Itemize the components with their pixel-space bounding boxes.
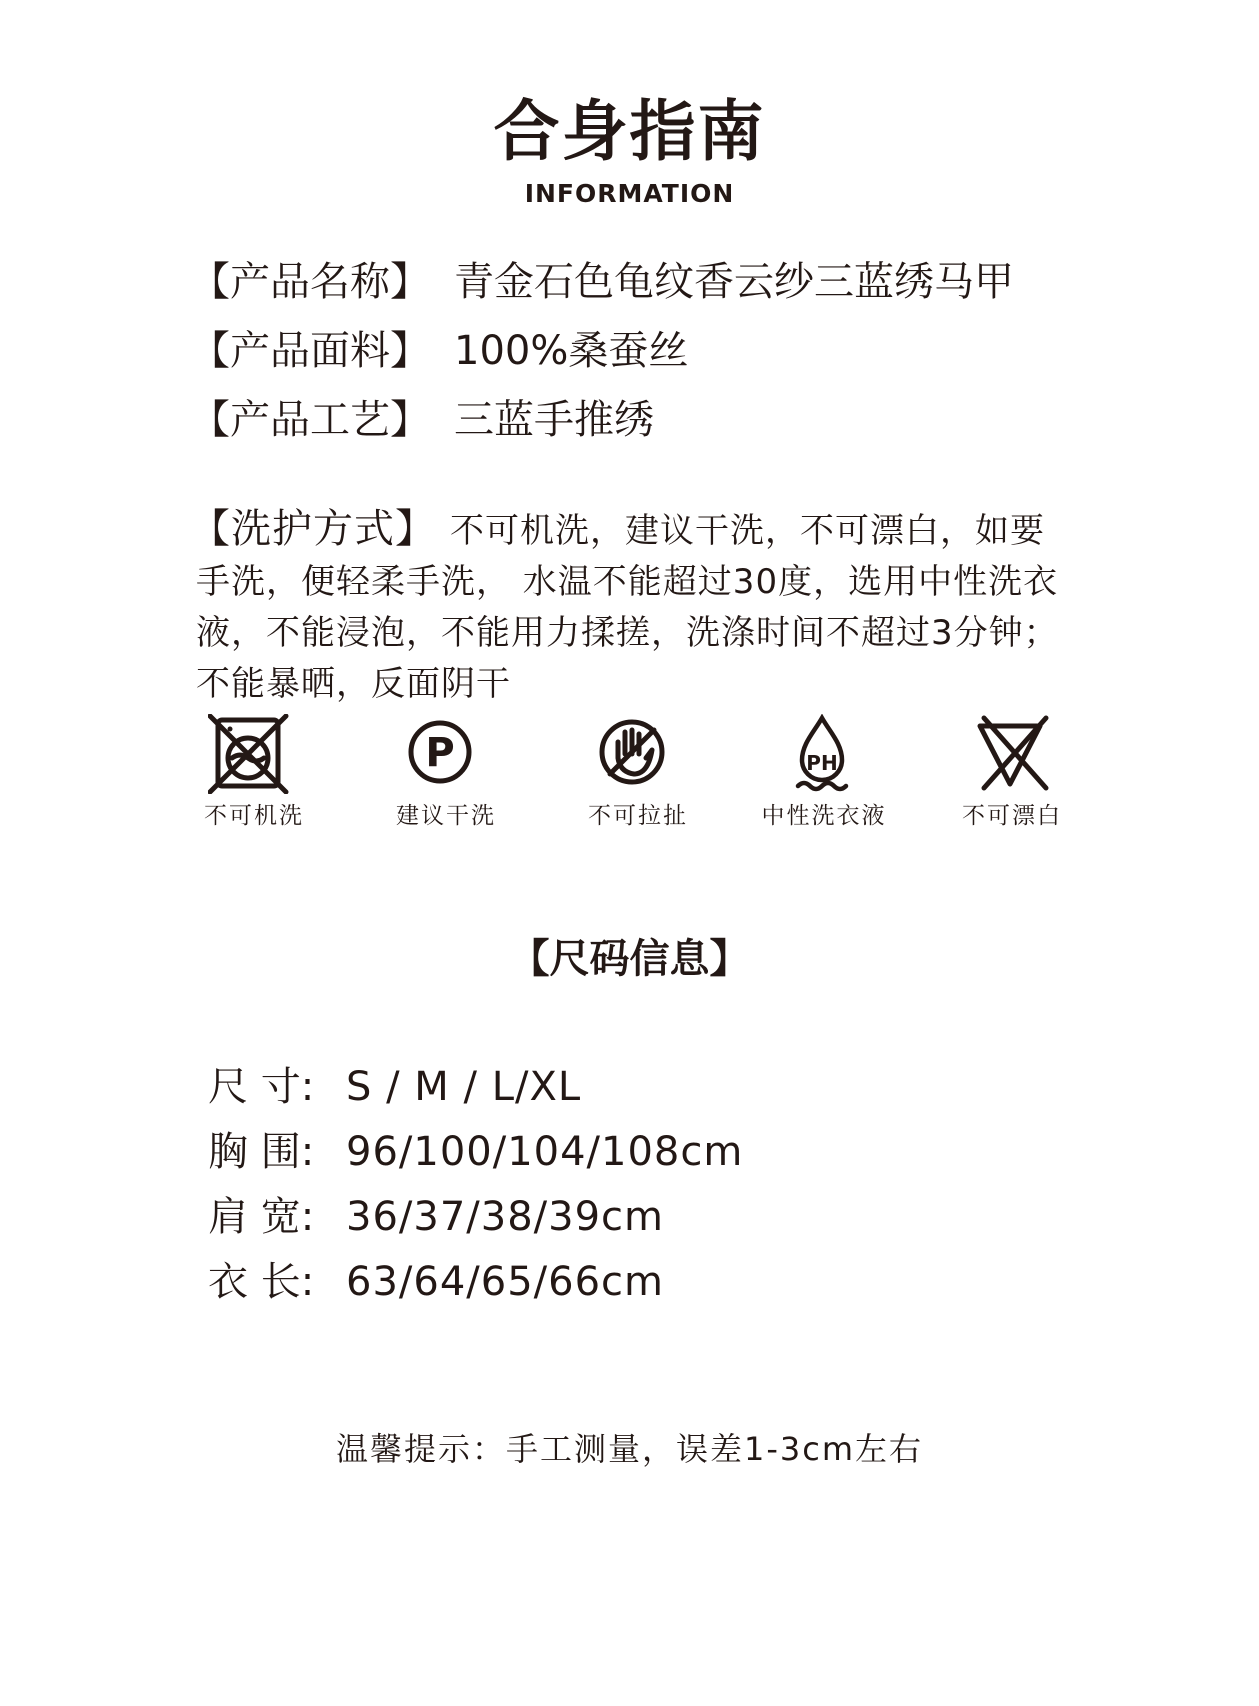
no-pull-icon [596,714,688,794]
size-row [208,1191,664,1243]
product-name-row [190,256,1090,308]
page-subtitle: INFORMATION [524,179,735,208]
product-name-label: 【产品名称】 [190,259,430,305]
care-label: 【洗护方式】 [190,506,436,552]
size-row [208,1061,581,1113]
care-icon-label: 中性洗衣液 [761,803,887,829]
product-fabric-label: 【产品面料】 [190,328,430,374]
size-row-label: 衣 长: [208,1259,315,1305]
size-row [208,1126,743,1178]
svg-text:PH: PH [806,751,838,775]
size-row [208,1256,664,1308]
page-title: 合身指南 [493,93,766,170]
size-row-label: 胸 围: [208,1129,315,1175]
no-bleach-icon [974,714,1066,794]
care-instructions [190,504,1076,710]
care-icon-label: 不可漂白 [962,803,1062,829]
product-craft-label: 【产品工艺】 [190,397,430,443]
care-icon-label: 建议干洗 [396,803,496,829]
size-row-value: 96/100/104/108cm [346,1129,744,1175]
product-name-value: 青金石色龟纹香云纱三蓝绣马甲 [454,259,1014,305]
measurement-tip: 温馨提示：手工测量，误差1-3cm左右 [335,1430,924,1468]
size-row-label: 尺 寸: [208,1064,315,1110]
size-row-label: 肩 宽: [208,1194,315,1240]
care-icon-label: 不可机洗 [204,803,304,829]
size-row-value: 36/37/38/39cm [346,1194,664,1240]
product-craft-row [190,394,1090,446]
neutral-detergent-icon [786,714,878,794]
size-section-title: 【尺码信息】 [509,936,750,982]
care-value: 不可机洗，建议干洗，不可漂白，如要手洗，便轻柔手洗， 水温不能超过30度，选用中性洗衣液，不能浸泡，不能用力揉搓，洗涤时间不超过3分钟；不能暴晒，反面阴干 [196,511,1059,704]
svg-text:P: P [425,730,455,776]
care-icon-label: 不可拉扯 [588,803,688,829]
size-row-value: 63/64/65/66cm [346,1259,664,1305]
product-fabric-row [190,325,1090,377]
dry-clean-icon [404,714,496,794]
size-row-value: S / M / L/XL [346,1064,582,1110]
product-craft-value: 三蓝手推绣 [454,397,654,443]
product-fabric-value: 100%桑蚕丝 [454,328,689,374]
no-machine-wash-icon [208,714,300,794]
